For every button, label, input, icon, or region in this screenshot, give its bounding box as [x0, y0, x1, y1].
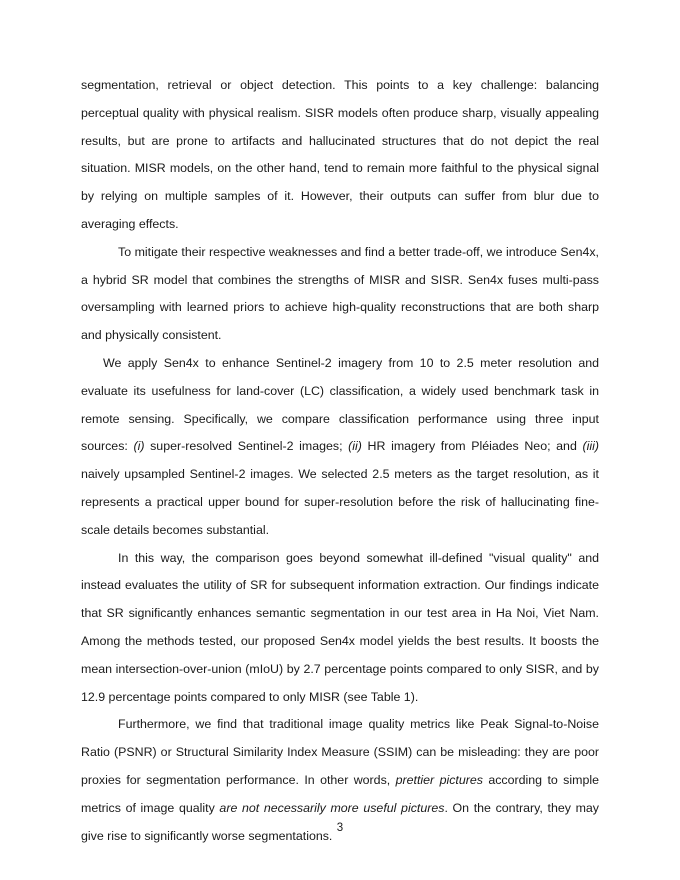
text-run-7: naively upsampled Sentinel-2 images. We selected 2.5 meters as the target resolution, as it represents a practical upper bound for super-resolution before the risk of hallucinating fine-scale details becomes substantial.	[81, 467, 599, 537]
paragraph-1: segmentation, retrieval or object detection. This points to a key challenge: balancing perceptual quality with physical realism. SISR models often produce sharp, visually appealing results, but are prone to artifacts and hallucinated structures that do not depict the real situation. MISR models, on the other hand, tend to remain more faithful to the physical signal by relying on multiple samples of it. However, their outputs can suffer from blur due to averaging effects.	[81, 78, 599, 231]
text-run-1: We apply Sen4x to enhance Sentinel-2 imagery from 10 to 2.5 meter resolution and evaluate its usefulness for land-cover (LC) classification, a widely used benchmark task in remote sensing. Specifically, we compare classification performance using three input sources:	[81, 355, 599, 454]
page-body-text	[81, 72, 599, 850]
text-run-5: . On the contrary, they may give rise to significantly worse segmentations.	[81, 800, 599, 843]
paragraph-4: In this way, the comparison goes beyond somewhat ill-defined "visual quality" and instead evaluates the utility of SR for subsequent information extraction. Our findings indicate that SR significantly enhances semantic segmentation in our test area in Ha Noi, Viet Nam. Among the methods tested, our proposed Sen4x model yields the best results. It boosts the mean intersection-over-union (mIoU) by 2.7 percentage points compared to only SISR, and by 12.9 percentage points compared to only MISR (see Table 1).	[81, 550, 599, 704]
text-run-5: HR imagery from Pléiades Neo; and	[361, 439, 583, 454]
text-run-2: (i)	[133, 439, 145, 454]
page-number: 3	[336, 822, 344, 834]
text-run-4: are not necessarily more useful pictures	[219, 800, 445, 815]
text-run-4: (ii)	[348, 439, 362, 454]
paragraph-3	[81, 350, 599, 545]
text-run-2: prettier pictures	[395, 772, 483, 787]
text-run-6: (iii)	[582, 439, 599, 454]
text-run-3: according to simple metrics of image quality	[81, 772, 599, 815]
paragraph-2: To mitigate their respective weaknesses and find a better trade-off, we introduce Sen4x, a hybrid SR model that combines the strengths of MISR and SISR. Sen4x fuses multi-pass oversampling with learned priors to achieve high-quality reconstructions that are both sharp and physically consistent.	[81, 244, 599, 343]
text-run-3: super-resolved Sentinel-2 images;	[144, 439, 349, 454]
text-run-1: Furthermore, we find that traditional image quality metrics like Peak Signal-to-Noise Ratio (PSNR) or Structural Similarity Index Measure (SSIM) can be misleading: they are poor proxies for segmentation performance. In other words,	[81, 717, 599, 787]
